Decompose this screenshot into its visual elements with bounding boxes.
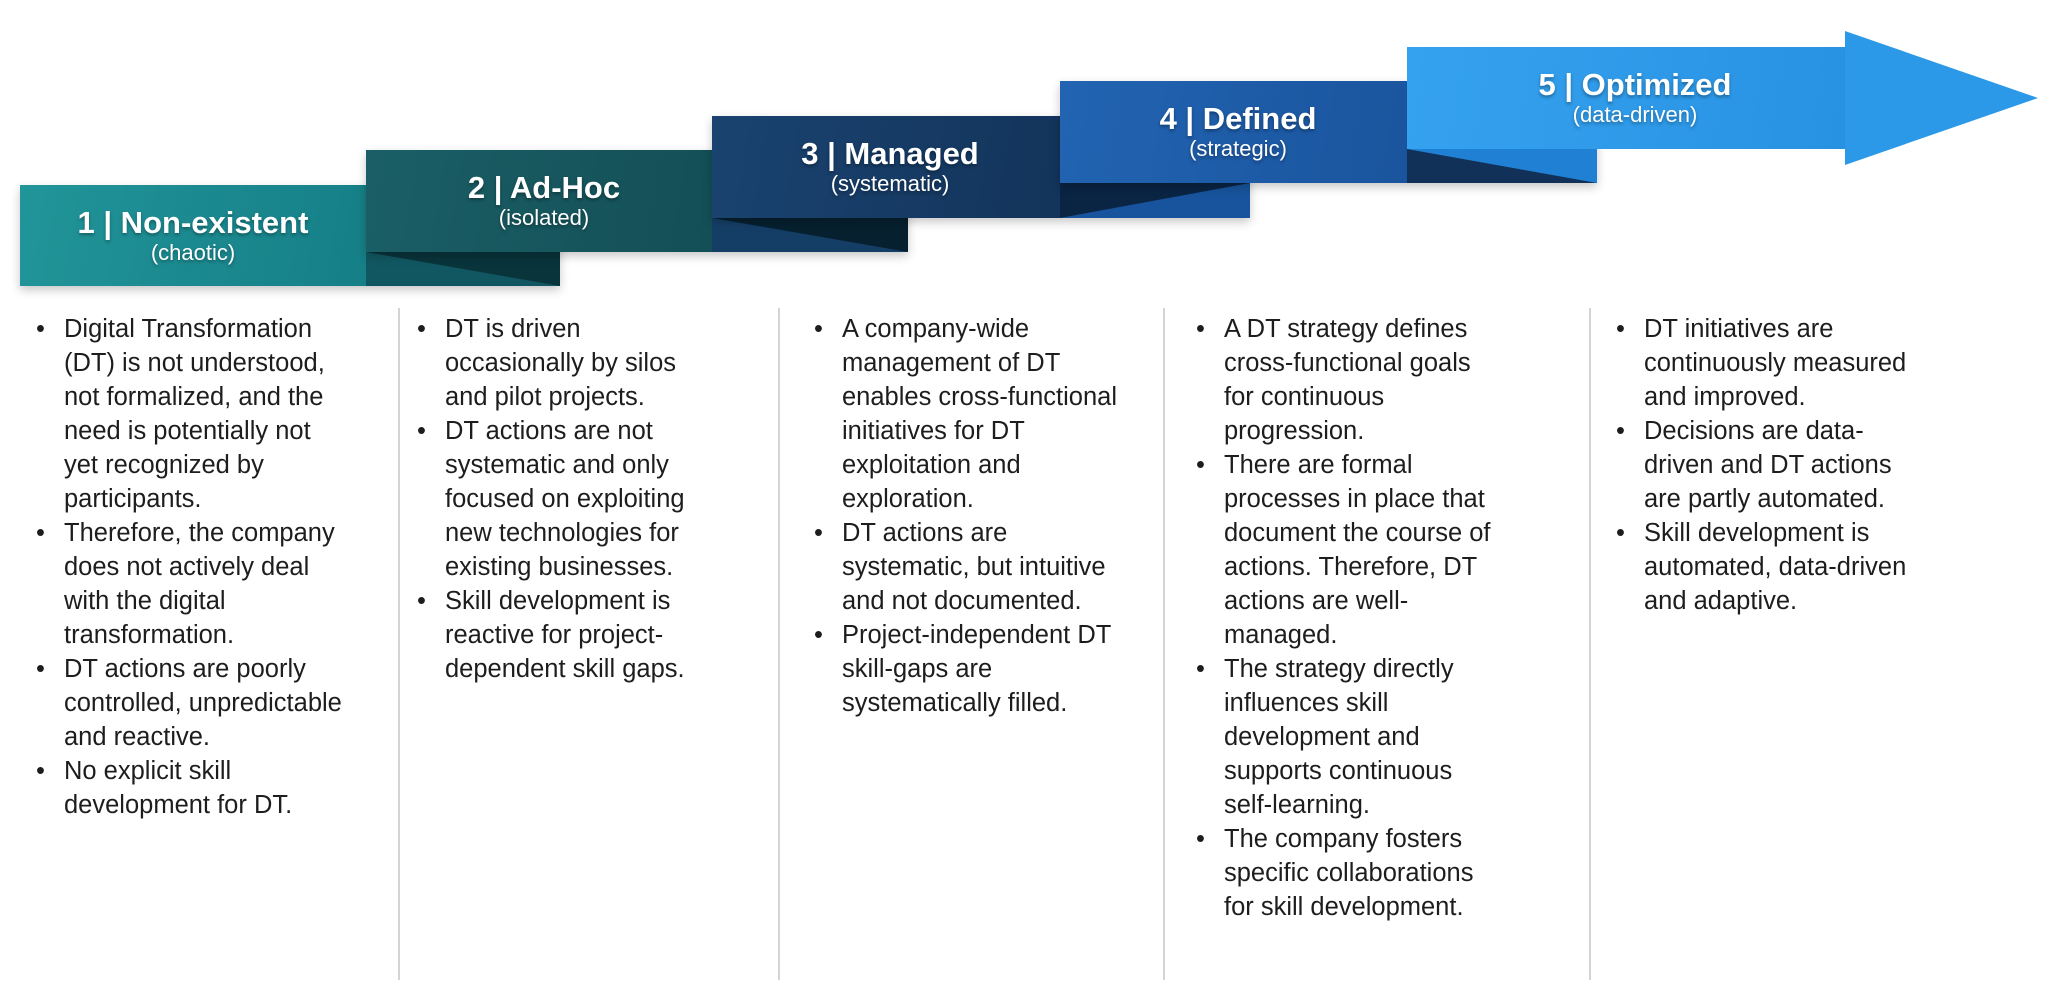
- banner-subtitle: (strategic): [1189, 136, 1287, 161]
- banner-title: 5 | Optimized: [1538, 67, 1732, 102]
- bullet-item: [1616, 516, 1924, 618]
- bullet-list: [36, 312, 344, 822]
- bullet-text: Digital Transformation (DT) is not understood, not formalized, and the need is potentially not yet recognized by participants.: [64, 315, 325, 513]
- bullet-item: [417, 312, 725, 414]
- column-separator-3: [1163, 308, 1165, 980]
- bullet-text: No explicit skill development for DT.: [64, 757, 293, 819]
- bullet-text: DT is driven occasionally by silos and pilot projects.: [445, 315, 677, 411]
- bullet-text: There are formal processes in place that document the course of actions. Therefore, DT actions are well-managed.: [1224, 451, 1491, 649]
- column-separator-4: [1589, 308, 1591, 980]
- column-separator-2: [778, 308, 780, 980]
- column-separator-1: [398, 308, 400, 980]
- bullet-item: [36, 754, 344, 822]
- bullet-text: Project-independent DT skill-gaps are systematically filled.: [842, 621, 1111, 717]
- bullet-text: Decisions are data-driven and DT actions are partly automated.: [1644, 417, 1892, 513]
- bullet-marker: •: [1196, 655, 1205, 683]
- bullet-marker: •: [36, 315, 45, 343]
- bullet-list: [1616, 312, 1924, 618]
- bullet-text: A DT strategy defines cross-functional goals for continuous progression.: [1224, 315, 1471, 445]
- bullet-marker: •: [814, 519, 823, 547]
- ribbon-fold-3-4: [1060, 183, 1250, 218]
- banner-subtitle: (isolated): [498, 205, 590, 230]
- bullet-marker: •: [1196, 825, 1205, 853]
- banner-subtitle: (data-driven): [1572, 102, 1698, 127]
- bullet-marker: •: [36, 757, 45, 785]
- bullet-item: [1196, 448, 1504, 652]
- bullet-marker: •: [1196, 451, 1205, 479]
- bullet-text: A company-wide management of DT enables cross-functional initiatives for DT exploitation and exploration.: [842, 315, 1117, 513]
- bullet-item: [814, 312, 1122, 516]
- stage-column-2: [417, 312, 725, 686]
- bullet-item: [36, 652, 344, 754]
- bullet-item: [1616, 414, 1924, 516]
- ribbon-fold-2-3: [712, 218, 908, 252]
- bullet-item: [1196, 312, 1504, 448]
- stage-banner-5: [1407, 47, 1845, 149]
- bullet-item: [814, 618, 1122, 720]
- banner-title: 4 | Defined: [1159, 101, 1317, 136]
- bullet-marker: •: [417, 315, 426, 343]
- stage-column-4: [1196, 312, 1504, 924]
- banner-subtitle: (systematic): [830, 171, 950, 196]
- bullet-marker: •: [1196, 315, 1205, 343]
- banner-subtitle: (chaotic): [150, 240, 236, 265]
- bullet-marker: •: [814, 315, 823, 343]
- bullet-item: [417, 414, 725, 584]
- bullet-text: The company fosters specific collaborations for skill development.: [1224, 825, 1474, 921]
- bullet-text: DT actions are not systematic and only focused on exploiting new technologies for existing businesses.: [445, 417, 685, 581]
- bullet-text: Skill development is reactive for project-dependent skill gaps.: [445, 587, 685, 683]
- ribbon-fold-1-2: [366, 252, 560, 286]
- banner-title: 1 | Non-existent: [77, 205, 309, 240]
- bullet-list: [417, 312, 725, 686]
- stage-column-3: [814, 312, 1122, 720]
- bullet-item: [1196, 822, 1504, 924]
- bullet-item: [417, 584, 725, 686]
- bullet-text: The strategy directly influences skill development and supports continuous self-learning.: [1224, 655, 1454, 819]
- ribbon-fold-4-5: [1407, 149, 1597, 183]
- bullet-marker: •: [814, 621, 823, 649]
- bullet-marker: •: [417, 587, 426, 615]
- bullet-marker: •: [417, 417, 426, 445]
- stage-column-1: [36, 312, 344, 822]
- bullet-item: [1196, 652, 1504, 822]
- bullet-list: [1196, 312, 1504, 924]
- bullet-marker: •: [1616, 417, 1625, 445]
- stage-column-5: [1616, 312, 1924, 618]
- banner-title: 3 | Managed: [801, 136, 979, 171]
- bullet-item: [36, 516, 344, 652]
- bullet-text: Skill development is automated, data-driven and adaptive.: [1644, 519, 1907, 615]
- arrow-right-icon: [1845, 31, 2038, 165]
- bullet-text: DT initiatives are continuously measured and improved.: [1644, 315, 1907, 411]
- bullet-text: Therefore, the company does not actively deal with the digital transformation.: [64, 519, 335, 649]
- bullet-marker: •: [36, 655, 45, 683]
- bullet-marker: •: [1616, 519, 1625, 547]
- bullet-item: [36, 312, 344, 516]
- bullet-text: DT actions are poorly controlled, unpredictable and reactive.: [64, 655, 342, 751]
- bullet-marker: •: [36, 519, 45, 547]
- bullet-text: DT actions are systematic, but intuitive and not documented.: [842, 519, 1106, 615]
- banner-title: 2 | Ad-Hoc: [467, 170, 621, 205]
- bullet-list: [814, 312, 1122, 720]
- bullet-item: [814, 516, 1122, 618]
- bullet-marker: •: [1616, 315, 1625, 343]
- bullet-item: [1616, 312, 1924, 414]
